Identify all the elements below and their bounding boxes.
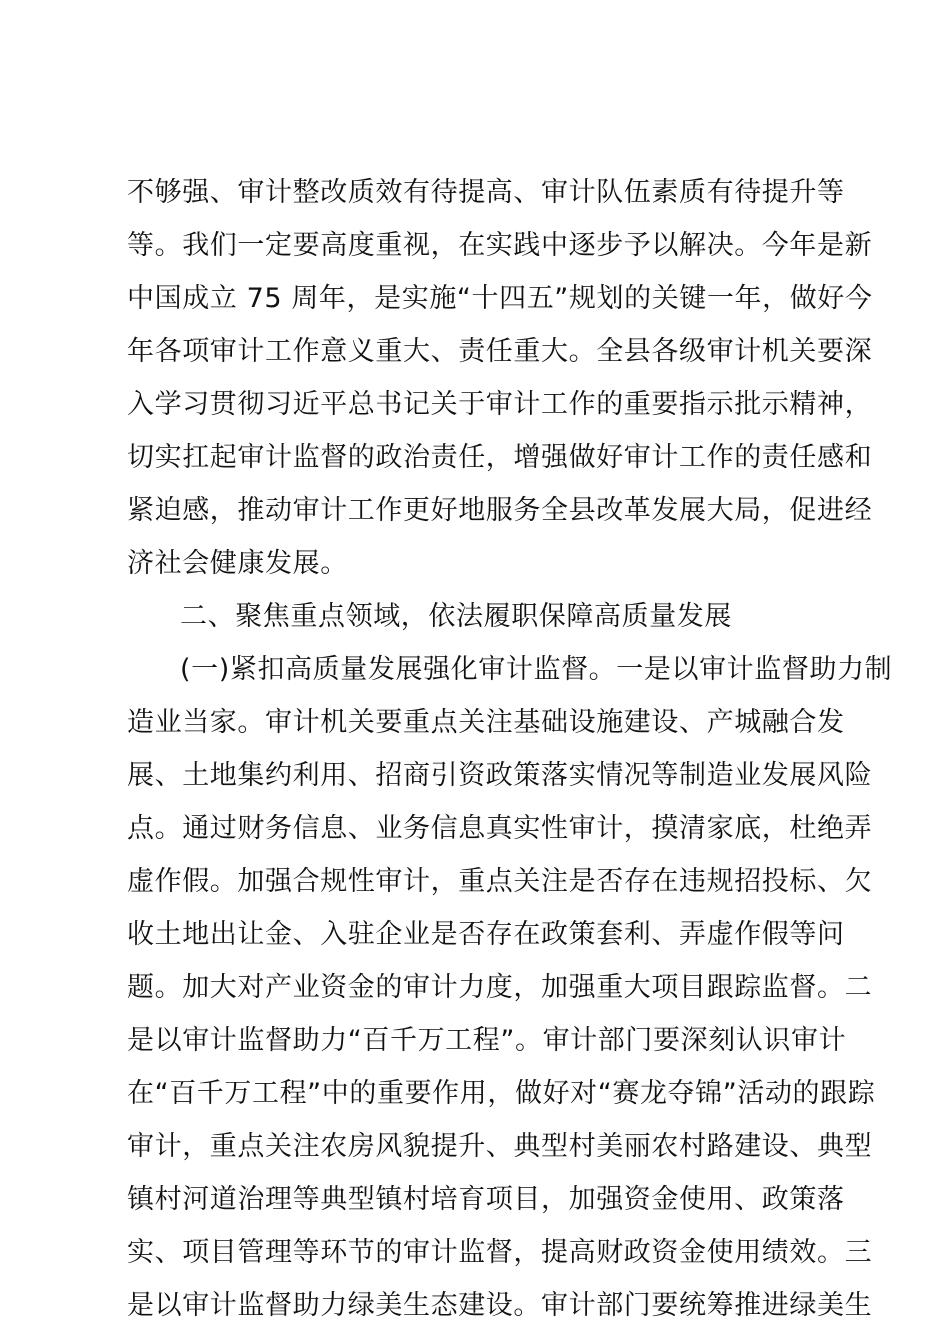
- text-line: 是以审计监督助力绿美生态建设。审计部门要统筹推进绿美生: [127, 1290, 873, 1321]
- text-line: 点。通过财务信息、业务信息真实性审计，摸清家底，杜绝弄: [127, 813, 873, 844]
- text-line: 展、土地集约利用、招商引资政策落实情况等制造业发展风险: [127, 760, 873, 791]
- text-line: 题。加大对产业资金的审计力度，加强重大项目跟踪监督。二: [127, 972, 873, 1003]
- text-line: 紧迫感，推动审计工作更好地服务全县改革发展大局，促进经: [127, 495, 873, 526]
- text-line: 虚作假。加强合规性审计，重点关注是否存在违规招投标、欠: [127, 866, 873, 897]
- text-line: 入学习贯彻习近平总书记关于审计工作的重要指示批示精神，: [127, 389, 873, 420]
- text-line: 不够强、审计整改质效有待提高、审计队伍素质有待提升等: [127, 177, 845, 208]
- text-line: 镇村河道治理等典型镇村培育项目，加强资金使用、政策落: [127, 1184, 845, 1215]
- text-line: 造业当家。审计机关要重点关注基础设施建设、产城融合发: [127, 707, 845, 738]
- text-line: 年各项审计工作意义重大、责任重大。全县各级审计机关要深: [127, 336, 873, 367]
- text-line: 实、项目管理等环节的审计监督，提高财政资金使用绩效。三: [127, 1237, 873, 1268]
- text-line: 审计，重点关注农房风貌提升、典型村美丽农村路建设、典型: [127, 1131, 873, 1162]
- text-line: 切实扛起审计监督的政治责任，增强做好审计工作的责任感和: [127, 442, 873, 473]
- text-line: 收土地出让金、入驻企业是否存在政策套利、弄虚作假等问: [127, 919, 845, 950]
- text-line: 济社会健康发展。: [127, 548, 348, 579]
- text-line: 中国成立 75 周年，是实施“十四五”规划的关键一年，做好今: [127, 283, 873, 314]
- text-line: 等。我们一定要高度重视，在实践中逐步予以解决。今年是新: [127, 230, 873, 261]
- text-line: 在“百千万工程”中的重要作用，做好对“赛龙夺锦”活动的跟踪: [127, 1078, 876, 1109]
- section-heading: 二、聚焦重点领域，依法履职保障高质量发展: [180, 601, 732, 632]
- text-line: (一)紧扣高质量发展强化审计监督。一是以审计监督助力制: [180, 654, 893, 685]
- text-line: 是以审计监督助力“百千万工程”。审计部门要深刻认识审计: [127, 1025, 847, 1056]
